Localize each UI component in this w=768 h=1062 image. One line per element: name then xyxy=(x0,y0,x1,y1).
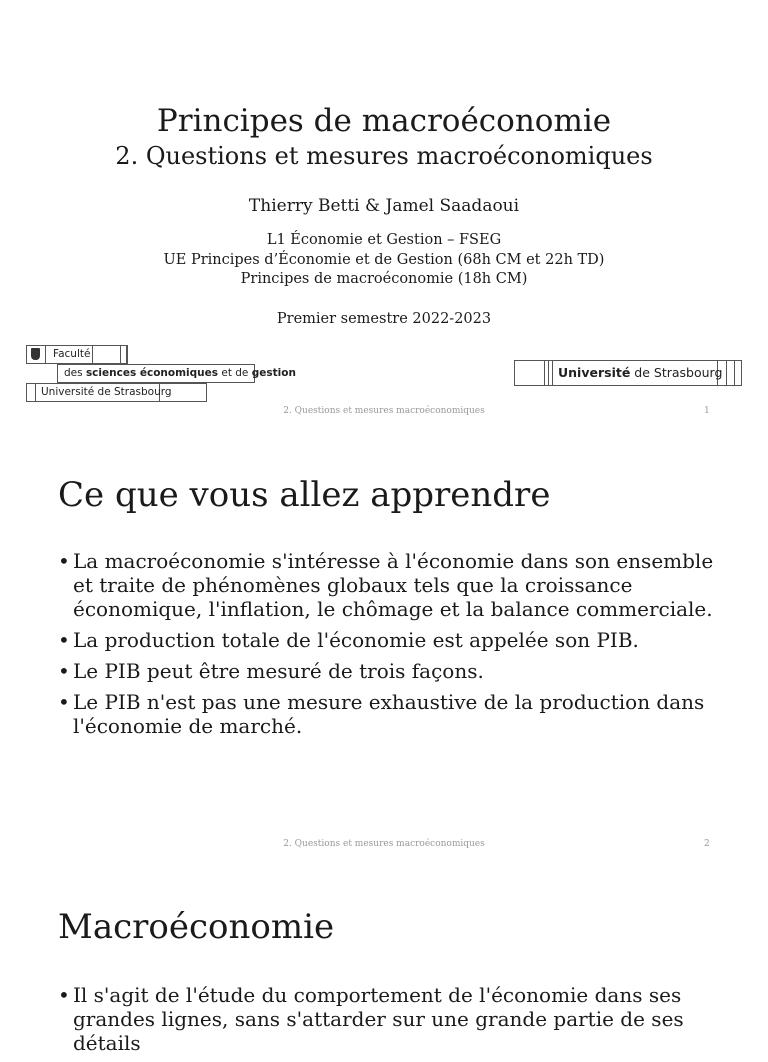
footer-title: 2. Questions et mesures macroéconomiques xyxy=(283,406,485,416)
authors: Thierry Betti & Jamel Saadaoui xyxy=(248,196,520,216)
page-number: 1 xyxy=(704,406,710,416)
bullet-list xyxy=(58,983,718,1062)
university-logo xyxy=(514,360,742,386)
faculty-label: Faculté xyxy=(53,348,91,360)
slide-3 xyxy=(0,860,768,1055)
slide-title: Principes de macroéconomie xyxy=(156,103,612,139)
list-item: • La production totale de l'économie est appelée son PIB. xyxy=(58,628,718,652)
course-line: Principes de macroéconomie (18h CM) xyxy=(240,271,528,287)
slide-heading: Ce que vous allez apprendre xyxy=(58,475,551,515)
list-item: • Le PIB peut être mesuré de trois façons. xyxy=(58,659,718,683)
page-number: 2 xyxy=(704,839,710,849)
semester: Premier semestre 2022-2023 xyxy=(276,311,492,327)
slide-heading: Macroéconomie xyxy=(58,907,335,947)
faculty-university: Université de Strasbourg xyxy=(41,386,172,398)
program-line: L1 Économie et Gestion – FSEG xyxy=(266,232,502,248)
course-unit-line: UE Principes d’Économie et de Gestion (68h CM et 22h TD) xyxy=(163,252,605,268)
slide-1 xyxy=(0,0,768,430)
list-item: • Il s'agit de l'étude du comportement de l'économie dans ses grandes lignes, sans s'attarder sur une grande partie de ses détails xyxy=(58,983,718,1055)
faculty-name: des sciences économiques et de gestion xyxy=(64,367,296,379)
list-item: • Le PIB n'est pas une mesure exhaustive de la production dans l'économie de marché. xyxy=(58,690,718,738)
slide-subtitle: 2. Questions et mesures macroéconomiques xyxy=(115,142,653,170)
bullet-list xyxy=(58,549,718,745)
list-item: • La macroéconomie s'intéresse à l'économie dans son ensemble et traite de phénomènes globaux tels que la croissance économique, l'inflation, le chômage et la balance commerciale. xyxy=(58,549,718,621)
slide-2 xyxy=(0,430,768,860)
footer-title: 2. Questions et mesures macroéconomiques xyxy=(283,839,485,849)
shield-icon xyxy=(31,348,40,360)
faculty-logo xyxy=(26,345,296,403)
university-name: Université de Strasbourg xyxy=(558,365,723,380)
